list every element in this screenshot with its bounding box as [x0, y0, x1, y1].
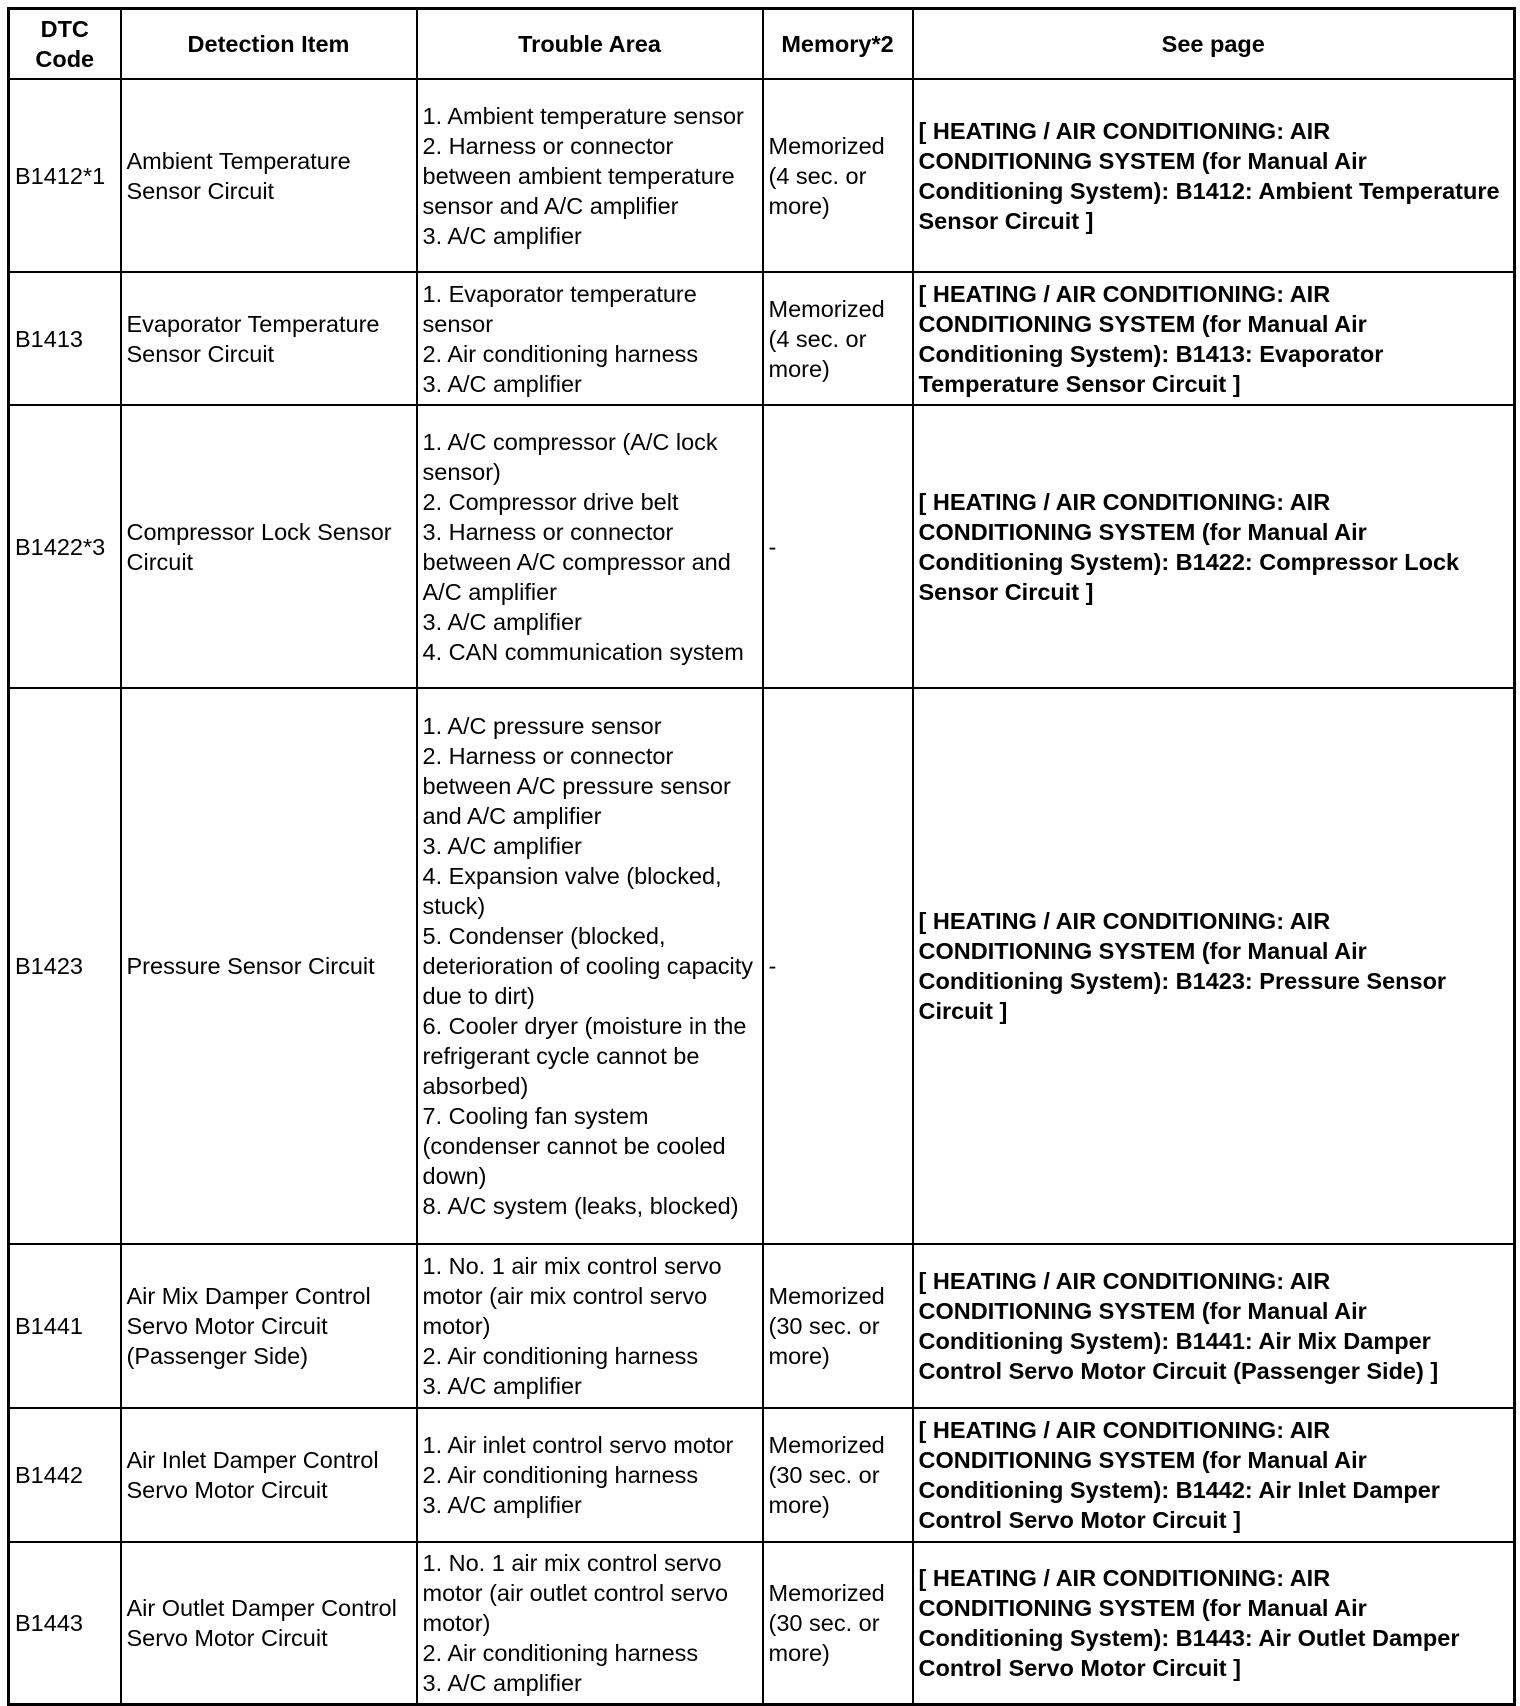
- trouble-item: 2. Air conditioning harness: [422, 1462, 699, 1488]
- table-row: [9, 1244, 1515, 1408]
- trouble-area-cell: [417, 1542, 763, 1704]
- memory-cell: Memorized (30 sec. or more): [763, 1542, 913, 1704]
- table-row: [9, 688, 1515, 1244]
- see-page-link[interactable]: [ HEATING / AIR CONDITIONING: AIR CONDITIONING SYSTEM (for Manual Air Conditioning System): B1442: Air Inlet Damper Control Servo Motor Circuit ]: [913, 1408, 1515, 1542]
- trouble-item: 1. A/C pressure sensor: [422, 713, 662, 739]
- trouble-item: 4. CAN communication system: [422, 638, 744, 665]
- see-page-link[interactable]: [ HEATING / AIR CONDITIONING: AIR CONDITIONING SYSTEM (for Manual Air Conditioning System): B1422: Compressor Lock Sensor Circuit ]: [913, 405, 1515, 688]
- detection-item-cell: Air Mix Damper Control Servo Motor Circuit (Passenger Side): [121, 1244, 417, 1408]
- trouble-item: 4. Expansion valve (blocked, stuck): [422, 863, 722, 919]
- see-page-link[interactable]: [ HEATING / AIR CONDITIONING: AIR CONDITIONING SYSTEM (for Manual Air Conditioning System): B1412: Ambient Temperature Sensor Circuit ]: [913, 79, 1515, 272]
- header-memory: Memory*2: [763, 9, 913, 80]
- table-row: [9, 405, 1515, 688]
- trouble-area-cell: [417, 688, 763, 1244]
- see-page-link[interactable]: [ HEATING / AIR CONDITIONING: AIR CONDITIONING SYSTEM (for Manual Air Conditioning System): B1441: Air Mix Damper Control Servo Motor Circuit (Passenger Side) ]: [913, 1244, 1515, 1408]
- trouble-area-cell: [417, 405, 763, 688]
- trouble-item: 1. Evaporator temperature sensor: [422, 280, 697, 337]
- trouble-item: 2. Harness or connector between A/C pressure sensor and A/C amplifier: [422, 743, 731, 829]
- dtc-code-cell: B1423: [9, 688, 121, 1244]
- trouble-item: 3. A/C amplifier: [422, 608, 582, 635]
- dtc-code-cell: B1422*3: [9, 405, 121, 688]
- table-row: [9, 1408, 1515, 1542]
- table-body: [9, 79, 1515, 1704]
- trouble-item: 1. No. 1 air mix control servo motor (air outlet control servo motor): [422, 1549, 729, 1636]
- trouble-item: 2. Air conditioning harness: [422, 340, 699, 367]
- header-detection-item: Detection Item: [121, 9, 417, 80]
- trouble-item: 3. A/C amplifier: [422, 1669, 582, 1696]
- trouble-item: 2. Air conditioning harness: [422, 1343, 699, 1369]
- trouble-item: 1. A/C compressor (A/C lock sensor): [422, 428, 718, 485]
- trouble-area-cell: [417, 1408, 763, 1542]
- see-page-link[interactable]: [ HEATING / AIR CONDITIONING: AIR CONDITIONING SYSTEM (for Manual Air Conditioning System): B1443: Air Outlet Damper Control Servo Motor Circuit ]: [913, 1542, 1515, 1704]
- memory-cell: Memorized (30 sec. or more): [763, 1244, 913, 1408]
- trouble-item: 3. A/C amplifier: [422, 1492, 582, 1518]
- trouble-item: 2. Harness or connector between ambient temperature sensor and A/C amplifier: [422, 132, 735, 219]
- trouble-area-cell: [417, 272, 763, 405]
- trouble-item: 2. Compressor drive belt: [422, 488, 679, 515]
- trouble-item: 3. A/C amplifier: [422, 833, 582, 859]
- dtc-code-cell: B1442: [9, 1408, 121, 1542]
- table-row: [9, 1542, 1515, 1704]
- header-dtc-code: DTC Code: [9, 9, 121, 80]
- header-see-page: See page: [913, 9, 1515, 80]
- trouble-item: 3. A/C amplifier: [422, 370, 582, 397]
- see-page-link[interactable]: [ HEATING / AIR CONDITIONING: AIR CONDITIONING SYSTEM (for Manual Air Conditioning System): B1423: Pressure Sensor Circuit ]: [913, 688, 1515, 1244]
- trouble-item: 5. Condenser (blocked, deterioration of cooling capacity due to dirt): [422, 923, 754, 1009]
- detection-item-cell: Evaporator Temperature Sensor Circuit: [121, 272, 417, 405]
- trouble-item: 7. Cooling fan system (condenser cannot be cooled down): [422, 1103, 726, 1189]
- detection-item-cell: Ambient Temperature Sensor Circuit: [121, 79, 417, 272]
- see-page-link[interactable]: [ HEATING / AIR CONDITIONING: AIR CONDITIONING SYSTEM (for Manual Air Conditioning System): B1413: Evaporator Temperature Sensor Circuit ]: [913, 272, 1515, 405]
- table-header-row: [9, 9, 1515, 80]
- trouble-item: 2. Air conditioning harness: [422, 1639, 699, 1666]
- table-row: [9, 79, 1515, 272]
- memory-cell: -: [763, 688, 913, 1244]
- trouble-item: 6. Cooler dryer (moisture in the refrigerant cycle cannot be absorbed): [422, 1013, 747, 1099]
- memory-cell: Memorized (4 sec. or more): [763, 79, 913, 272]
- trouble-item: 3. A/C amplifier: [422, 1373, 582, 1399]
- dtc-code-cell: B1441: [9, 1244, 121, 1408]
- memory-cell: Memorized (4 sec. or more): [763, 272, 913, 405]
- trouble-item: 3. A/C amplifier: [422, 222, 582, 249]
- trouble-area-cell: [417, 1244, 763, 1408]
- detection-item-cell: Air Outlet Damper Control Servo Motor Circuit: [121, 1542, 417, 1704]
- dtc-table: [7, 7, 1516, 1706]
- trouble-area-cell: [417, 79, 763, 272]
- dtc-code-cell: B1413: [9, 272, 121, 405]
- dtc-code-cell: B1412*1: [9, 79, 121, 272]
- detection-item-cell: Compressor Lock Sensor Circuit: [121, 405, 417, 688]
- detection-item-cell: Pressure Sensor Circuit: [121, 688, 417, 1244]
- trouble-item: 1. No. 1 air mix control servo motor (air mix control servo motor): [422, 1253, 722, 1339]
- trouble-item: 3. Harness or connector between A/C compressor and A/C amplifier: [422, 518, 731, 605]
- trouble-item: 8. A/C system (leaks, blocked): [422, 1193, 739, 1219]
- trouble-item: 1. Air inlet control servo motor: [422, 1432, 734, 1458]
- table-row: [9, 272, 1515, 405]
- dtc-code-cell: B1443: [9, 1542, 121, 1704]
- memory-cell: -: [763, 405, 913, 688]
- memory-cell: Memorized (30 sec. or more): [763, 1408, 913, 1542]
- detection-item-cell: Air Inlet Damper Control Servo Motor Circuit: [121, 1408, 417, 1542]
- trouble-item: 1. Ambient temperature sensor: [422, 102, 744, 129]
- header-trouble-area: Trouble Area: [417, 9, 763, 80]
- dtc-table-container: [7, 7, 1516, 1706]
